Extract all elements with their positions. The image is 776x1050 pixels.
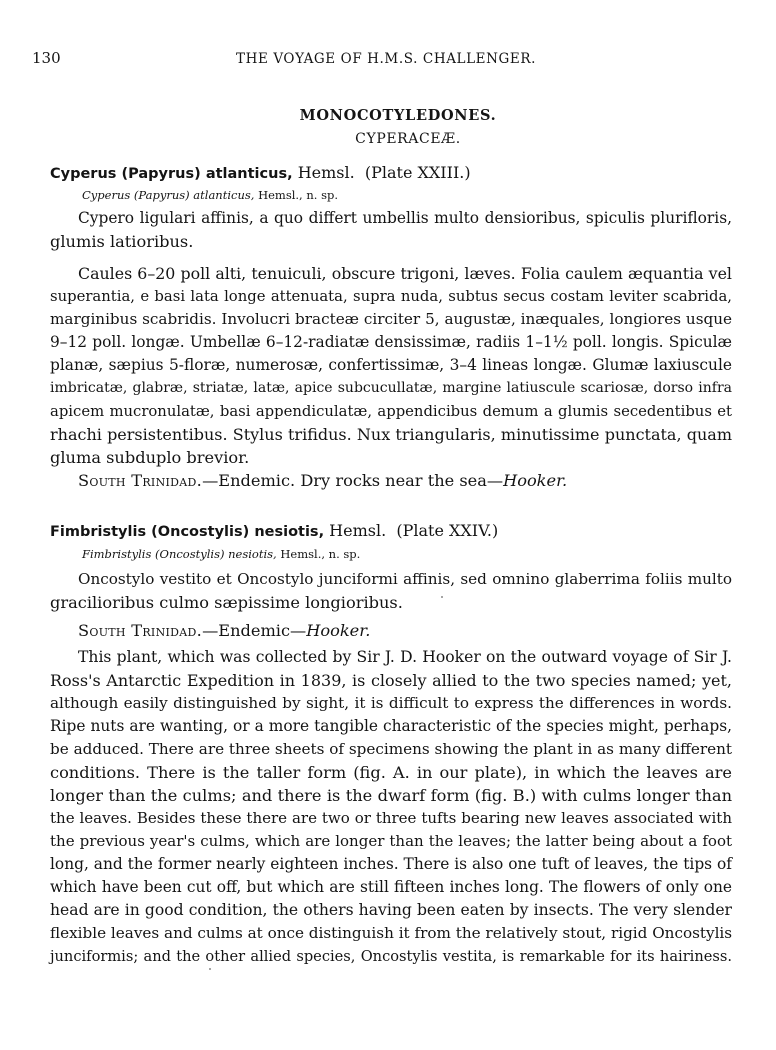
plate-ref: (Plate XXIV.): [396, 521, 499, 540]
body-line: longer than the culms; and there is the dwarf form (fig. B.) with culms longer than: [50, 786, 732, 805]
diagnosis-line: Oncostylo vestito et Oncostylo junciformi affinis, sed omnino glaberrima foliis multo: [78, 570, 732, 588]
body-line: Ripe nuts are wanting, or a more tangible characteristic of the species might, perhaps,: [50, 717, 732, 735]
diagnosis-line: glumis latioribus.: [50, 232, 194, 251]
page-number: 130: [32, 49, 61, 67]
body-line: although easily distinguished by sight, it is difficult to express the differences in words.: [50, 694, 732, 712]
description-line: planæ, sæpius 5-floræ, numerosæ, confertissimæ, 3–4 lineas longæ. Glumæ laxiuscule: [50, 356, 732, 374]
description-line: marginibus scabridis. Involucri bracteæ circiter 5, augustæ, inæquales, longiores usque: [50, 310, 732, 328]
print-speck: [209, 968, 211, 970]
species-epithet: nesiotis,: [254, 524, 325, 540]
locality-text: —Endemic—: [202, 621, 307, 640]
locality-fimbristylis: [78, 621, 370, 641]
body-line: head are in good condition, the others having been eaten by insects. The very slender: [50, 901, 732, 919]
sub-name: Cyperus (Papyrus) atlanticus,: [82, 188, 255, 202]
species-subtitle-cyperus: [82, 185, 338, 205]
subgenus-name: (Oncostylis): [151, 524, 250, 540]
sub-name: Fimbristylis (Oncostylis) nesiotis,: [82, 547, 277, 561]
print-speck: [441, 596, 443, 598]
body-line: Ross's Antarctic Expedition in 1839, is closely allied to the two species named; yet,: [50, 671, 732, 690]
body-line: the previous year's culms, which are longer than the leaves; the latter being about a foot: [50, 832, 732, 850]
collector-name: Hooker.: [306, 621, 371, 640]
genus-name: Cyperus: [50, 166, 117, 182]
body-line: conditions. There is the taller form (fig. A. in our plate), in which the leaves are: [50, 763, 732, 782]
diagnosis-line: Cypero ligulari affinis, a quo differt umbellis multo densioribus, spiculis plurifloris,: [78, 209, 732, 227]
description-line: 9–12 poll. longæ. Umbellæ 6–12-radiatæ densissimæ, radiis 1–1½ poll. longis. Spiculæ: [50, 333, 732, 351]
body-line: the leaves. Besides these there are two or three tufts bearing new leaves associated with: [50, 809, 732, 827]
locality-text: —Endemic. Dry rocks near the sea—: [202, 471, 504, 490]
species-title-fimbristylis: [50, 521, 498, 542]
species-title-cyperus: [50, 163, 471, 184]
genus-name: Fimbristylis: [50, 524, 147, 540]
description-line: superantia, e basi lata longe attenuata, supra nuda, subtus secus costam leviter scabrida,: [50, 288, 732, 305]
body-line: junciformis; and the other allied species, Oncostylis vestita, is remarkable for its hairiness.: [50, 948, 732, 965]
description-line: Caules 6–20 poll alti, tenuiculi, obscure trigoni, læves. Folia caulem æquantia vel: [78, 264, 732, 283]
body-line: be adduced. There are three sheets of specimens showing the plant in as many different: [50, 740, 732, 758]
collector-name: Hooker.: [503, 471, 568, 490]
locality-cyperus: [78, 471, 567, 491]
sub-author: Hemsl., n. sp.: [258, 188, 338, 202]
author-name: Hemsl.: [297, 163, 355, 182]
plate-ref: (Plate XXIII.): [364, 163, 471, 182]
sub-author: Hemsl., n. sp.: [280, 547, 361, 561]
body-line: This plant, which was collected by Sir J. D. Hooker on the outward voyage of Sir J.: [78, 648, 732, 666]
locality-place: South Trinidad.: [78, 471, 203, 490]
locality-place: South Trinidad.: [78, 621, 203, 640]
description-line: imbricatæ, glabræ, striatæ, latæ, apice subcucullatæ, margine latiuscule scariosæ, dorso infra: [50, 380, 732, 396]
species-subtitle-fimbristylis: [82, 544, 360, 564]
body-line: long, and the former nearly eighteen inches. There is also one tuft of leaves, the tips of: [50, 855, 732, 873]
description-line: gluma subduplo brevior.: [50, 448, 250, 467]
description-line: apicem mucronulatæ, basi appendiculatæ, appendicibus demum a glumis secedentibus et: [50, 403, 732, 420]
species-epithet: atlanticus,: [205, 166, 293, 182]
author-name: Hemsl.: [329, 521, 387, 540]
body-line: flexible leaves and culms at once distinguish it from the relatively stout, rigid Oncostylis: [50, 924, 733, 942]
body-line: which have been cut off, but which are still fifteen inches long. The flowers of only one: [50, 878, 732, 896]
running-title: THE VOYAGE OF H.M.S. CHALLENGER.: [236, 51, 537, 67]
description-line: rhachi persistentibus. Stylus trifidus. Nux triangularis, minutissime punctata, quam: [50, 425, 732, 444]
section-heading: MONOCOTYLEDONES.: [299, 107, 497, 124]
family-heading: CYPERACEÆ.: [355, 131, 461, 147]
subgenus-name: (Papyrus): [121, 166, 201, 182]
diagnosis-line: gracilioribus culmo sæpissime longioribus.: [50, 593, 403, 612]
